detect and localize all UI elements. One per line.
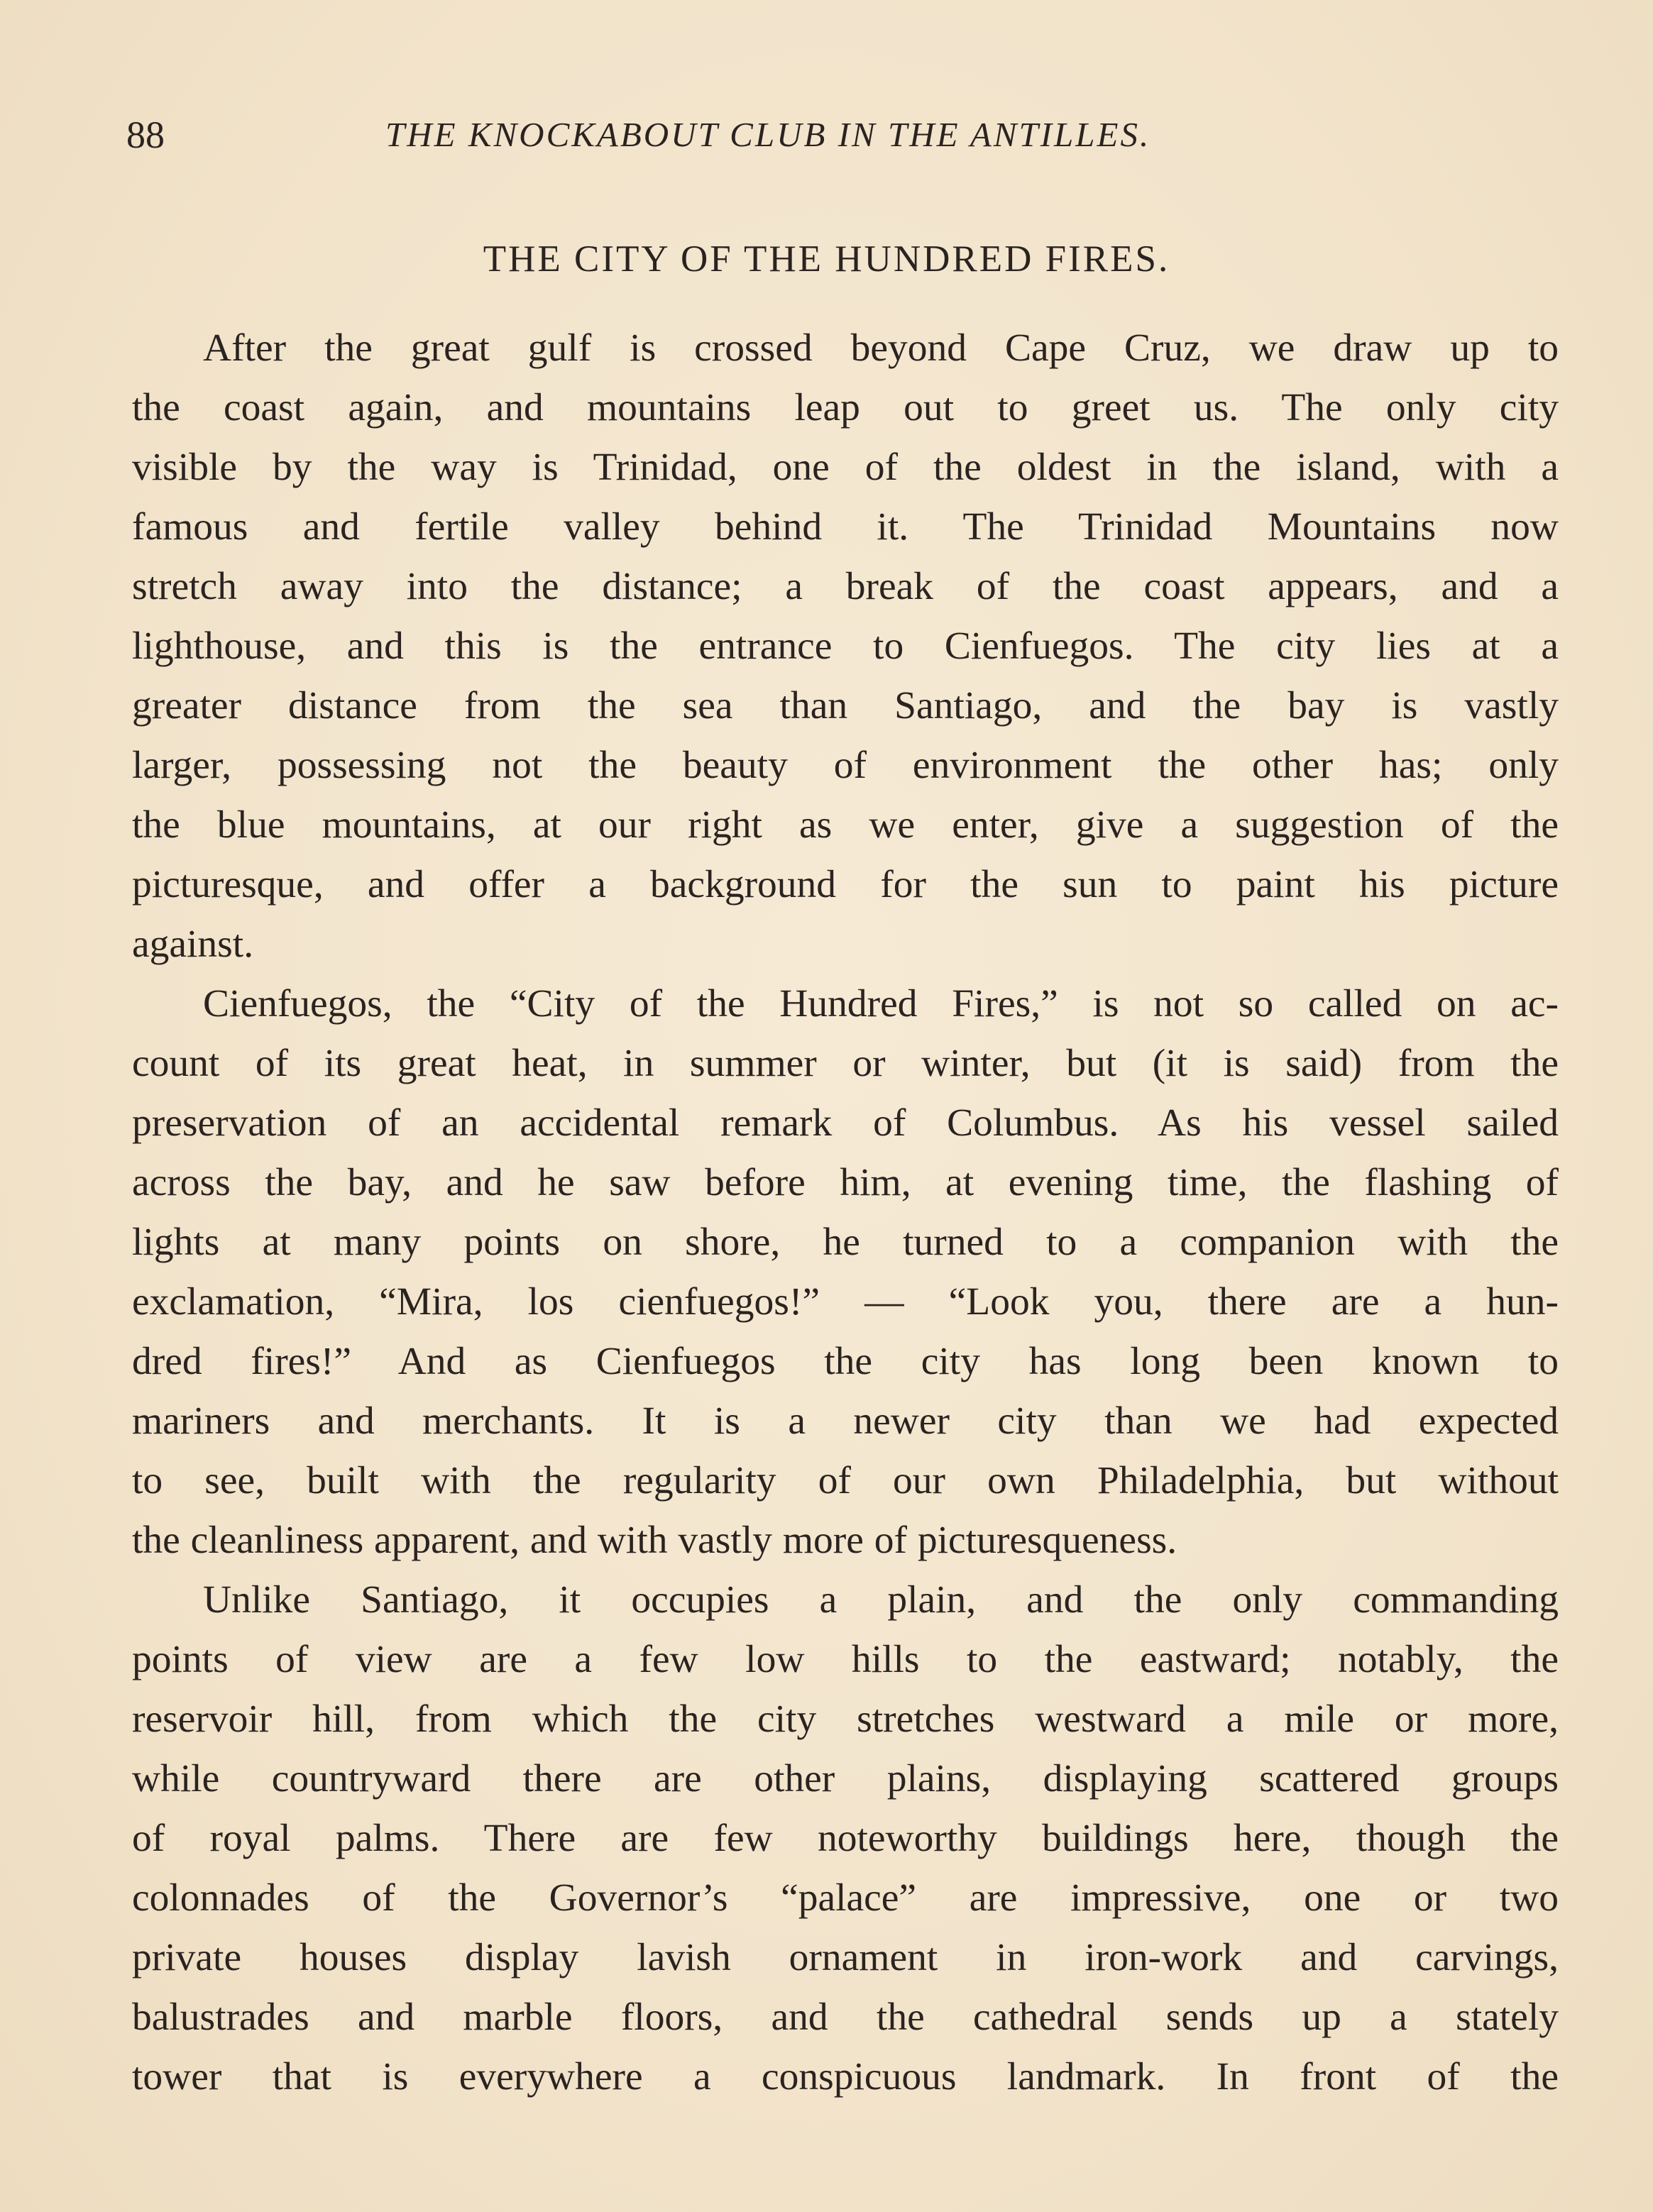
running-title: THE KNOCKABOUT CLUB IN THE ANTILLES. [385,115,1151,154]
text-line: the cleanliness apparent, and with vastly more of picturesqueness. [132,1519,1177,1562]
text-line: visible by the way is Trinidad, one of the oldest in the island, with a [132,446,1559,489]
text-line: the coast again, and mountains leap out to greet us. The only city [132,386,1559,429]
text-line: of royal palms. There are few noteworthy buildings here, though the [132,1817,1559,1860]
text-line: exclamation, “Mira, los cienfuegos!” — “Look you, there are a hun- [132,1280,1559,1324]
text-line: balustrades and marble floors, and the cathedral sends up a stately [132,1996,1559,2039]
text-line: Unlike Santiago, it occupies a plain, and the only commanding [203,1578,1559,1622]
text-line: across the bay, and he saw before him, at evening time, the flashing of [132,1161,1559,1204]
text-line: while countryward there are other plains, displaying scattered groups [132,1757,1559,1800]
text-line: reservoir hill, from which the city stretches westward a mile or more, [132,1697,1559,1741]
chapter-heading: THE CITY OF THE HUNDRED FIRES. [483,238,1170,280]
text-line: famous and fertile valley behind it. The Trinidad Mountains now [132,505,1559,549]
page-number: 88 [126,114,165,156]
text-line: stretch away into the distance; a break of the coast appears, and a [132,565,1559,608]
text-line: mariners and merchants. It is a newer city than we had expected [132,1399,1559,1443]
text-line: preservation of an accidental remark of Columbus. As his vessel sailed [132,1101,1559,1145]
text-line: lighthouse, and this is the entrance to Cienfuegos. The city lies at a [132,624,1559,668]
text-line: lights at many points on shore, he turned to a companion with the [132,1221,1559,1264]
text-line: to see, built with the regularity of our own Philadelphia, but without [132,1459,1559,1502]
text-line: the blue mountains, at our right as we enter, give a suggestion of the [132,803,1559,847]
text-line: greater distance from the sea than Santiago, and the bay is vastly [132,684,1559,727]
text-line: points of view are a few low hills to the eastward; notably, the [132,1638,1559,1681]
text-line: larger, possessing not the beauty of environment the other has; only [132,744,1559,787]
text-line: count of its great heat, in summer or winter, but (it is said) from the [132,1042,1559,1085]
text-line: dred fires!” And as Cienfuegos the city has long been known to [132,1340,1559,1383]
text-line: colonnades of the Governor’s “palace” are impressive, one or two [132,1876,1559,1920]
text-line: against. [132,923,254,966]
text-line: picturesque, and offer a background for the sun to paint his picture [132,863,1559,906]
text-line: After the great gulf is crossed beyond Cape Cruz, we draw up to [203,326,1559,370]
text-line: tower that is everywhere a conspicuous landmark. In front of the [132,2055,1559,2098]
text-line: private houses display lavish ornament in iron-work and carvings, [132,1936,1559,1979]
running-head [126,106,1316,163]
body-text [132,319,1559,2107]
text-line: Cienfuegos, the “City of the Hundred Fires,” is not so called on ac- [203,982,1559,1025]
